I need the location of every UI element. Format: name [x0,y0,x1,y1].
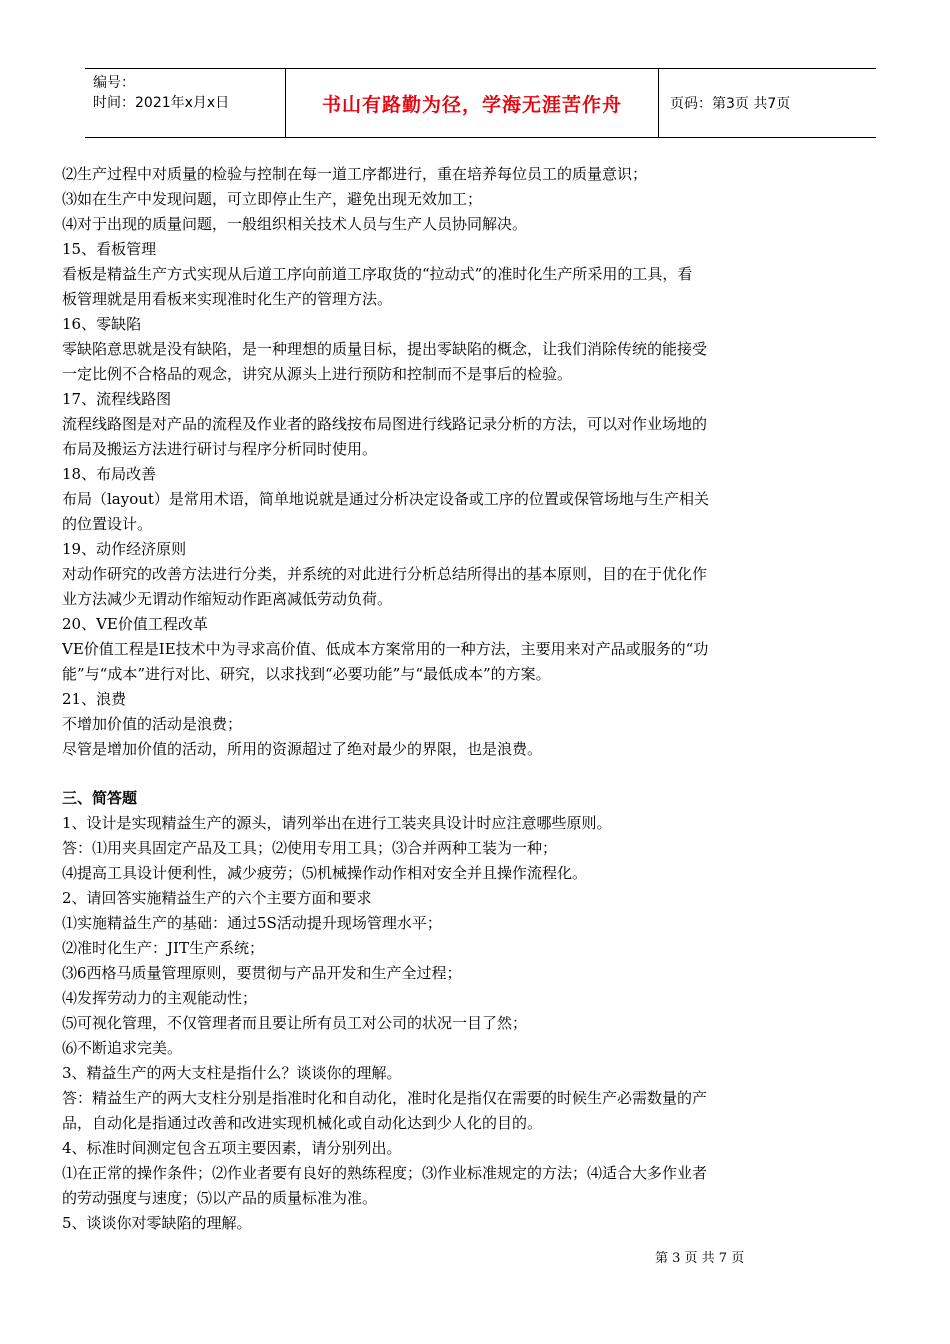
answer-line: ⑸可视化管理，不仅管理者而且要让所有员工对公司的状况一目了然； [62,1014,528,1032]
term-heading: 15、看板管理 [62,240,157,258]
document-number-label: 编号： [93,75,135,91]
term-heading: 21、浪费 [62,690,127,708]
answer-line: 品，自动化是指通过改善和改进实现机械化或自动化达到少人化的目的。 [62,1114,543,1132]
text-line: 尽管是增加价值的活动，所用的资源超过了绝对最少的界限，也是浪费。 [62,740,543,758]
answer-line: ⑹不断追求完美。 [62,1039,183,1057]
text-line: 布局（layout）是常用术语，简单地说就是通过分析决定设备或工序的位置或保管场地与生产相关 [62,490,709,508]
answer-line: ⑷提高工具设计便利性，减少疲劳；⑸机械操作动作相对安全并且操作流程化。 [62,864,588,882]
text-line: 不增加价值的活动是浪费； [62,715,243,733]
header-divider [658,69,659,137]
question-line: 4、标准时间测定包含五项主要因素，请分别列出。 [62,1139,402,1157]
answer-line: ⑶6西格马质量管理原则，要贯彻与产品开发和生产全过程； [62,964,462,982]
header-motto: 书山有路勤为径，学海无涯苦作舟 [321,93,622,116]
answer-line: ⑷发挥劳动力的主观能动性； [62,989,258,1007]
text-line: 布局及搬运方法进行研讨与程序分析同时使用。 [62,440,378,458]
text-line: 看板是精益生产方式实现从后道工序向前道工序取货的“拉动式”的准时化生产所采用的工具，看 [62,265,693,283]
header-page-number: 页码：第3页 共7页 [670,96,791,112]
text-line: 对动作研究的改善方法进行分类，并系统的对此进行分析总结所得出的基本原则，目的在于优化作 [62,565,708,583]
answer-line: 答：⑴用夹具固定产品及工具；⑵使用专用工具；⑶合并两种工装为一种； [62,839,558,857]
term-heading: 20、VE价值工程改革 [62,615,208,633]
text-line: ⑶如在生产中发现问题，可立即停止生产，避免出现无效加工； [62,190,483,208]
section-gap [62,762,902,786]
text-line: 能”与“成本”进行对比、研究，以求找到“必要功能”与“最低成本”的方案。 [62,665,551,683]
text-line: 零缺陷意思就是没有缺陷，是一种理想的质量目标，提出零缺陷的概念，让我们消除传统的能接受 [62,340,708,358]
text-line: ⑷对于出现的质量问题，一般组织相关技术人员与生产人员协同解决。 [62,215,528,233]
answer-line: 的劳动强度与速度；⑸以产品的质量标准为准。 [62,1189,378,1207]
question-line: 3、精益生产的两大支柱是指什么？谈谈你的理解。 [62,1064,402,1082]
document-body [62,162,902,1236]
term-heading: 19、动作经济原则 [62,540,187,558]
header-meta [93,73,285,113]
page-footer: 第 3 页 共 7 页 [655,1251,745,1266]
text-line: 一定比例不合格品的观念，讲究从源头上进行预防和控制而不是事后的检验。 [62,365,573,383]
text-line: VE价值工程是IE技术中为寻求高价值、低成本方案常用的一种方法，主要用来对产品或服务的“功 [62,640,709,658]
answer-line: ⑴实施精益生产的基础：通过5S活动提升现场管理水平； [62,914,442,932]
answer-line: ⑵准时化生产：JIT生产系统； [62,939,264,957]
term-heading: 17、流程线路图 [62,390,172,408]
text-line: 流程线路图是对产品的流程及作业者的路线按布局图进行线路记录分析的方法，可以对作业场地的 [62,415,708,433]
answer-line: ⑴在正常的操作条件；⑵作业者要有良好的熟练程度；⑶作业标准规定的方法；⑷适合大多作业者 [62,1164,708,1182]
answer-line: 答：精益生产的两大支柱分别是指准时化和自动化，准时化是指仅在需要的时候生产必需数量的产 [62,1089,708,1107]
question-line: 1、设计是实现精益生产的源头，请列举出在进行工装夹具设计时应注意哪些原则。 [62,814,612,832]
text-line: ⑵生产过程中对质量的检验与控制在每一道工序都进行，重在培养每位员工的质量意识； [62,165,648,183]
term-heading: 16、零缺陷 [62,315,142,333]
text-line: 的位置设计。 [62,515,153,533]
question-line: 2、请回答实施精益生产的六个主要方面和要求 [62,889,372,907]
section-title: 三、简答题 [62,789,138,807]
question-line: 5、谈谈你对零缺陷的理解。 [62,1214,252,1232]
page-header [85,68,876,138]
text-line: 板管理就是用看板来实现准时化生产的管理方法。 [62,290,393,308]
document-time-label: 时间：2021年x月x日 [93,95,230,111]
text-line: 业方法减少无谓动作缩短动作距离减低劳动负荷。 [62,590,393,608]
term-heading: 18、布局改善 [62,465,157,483]
